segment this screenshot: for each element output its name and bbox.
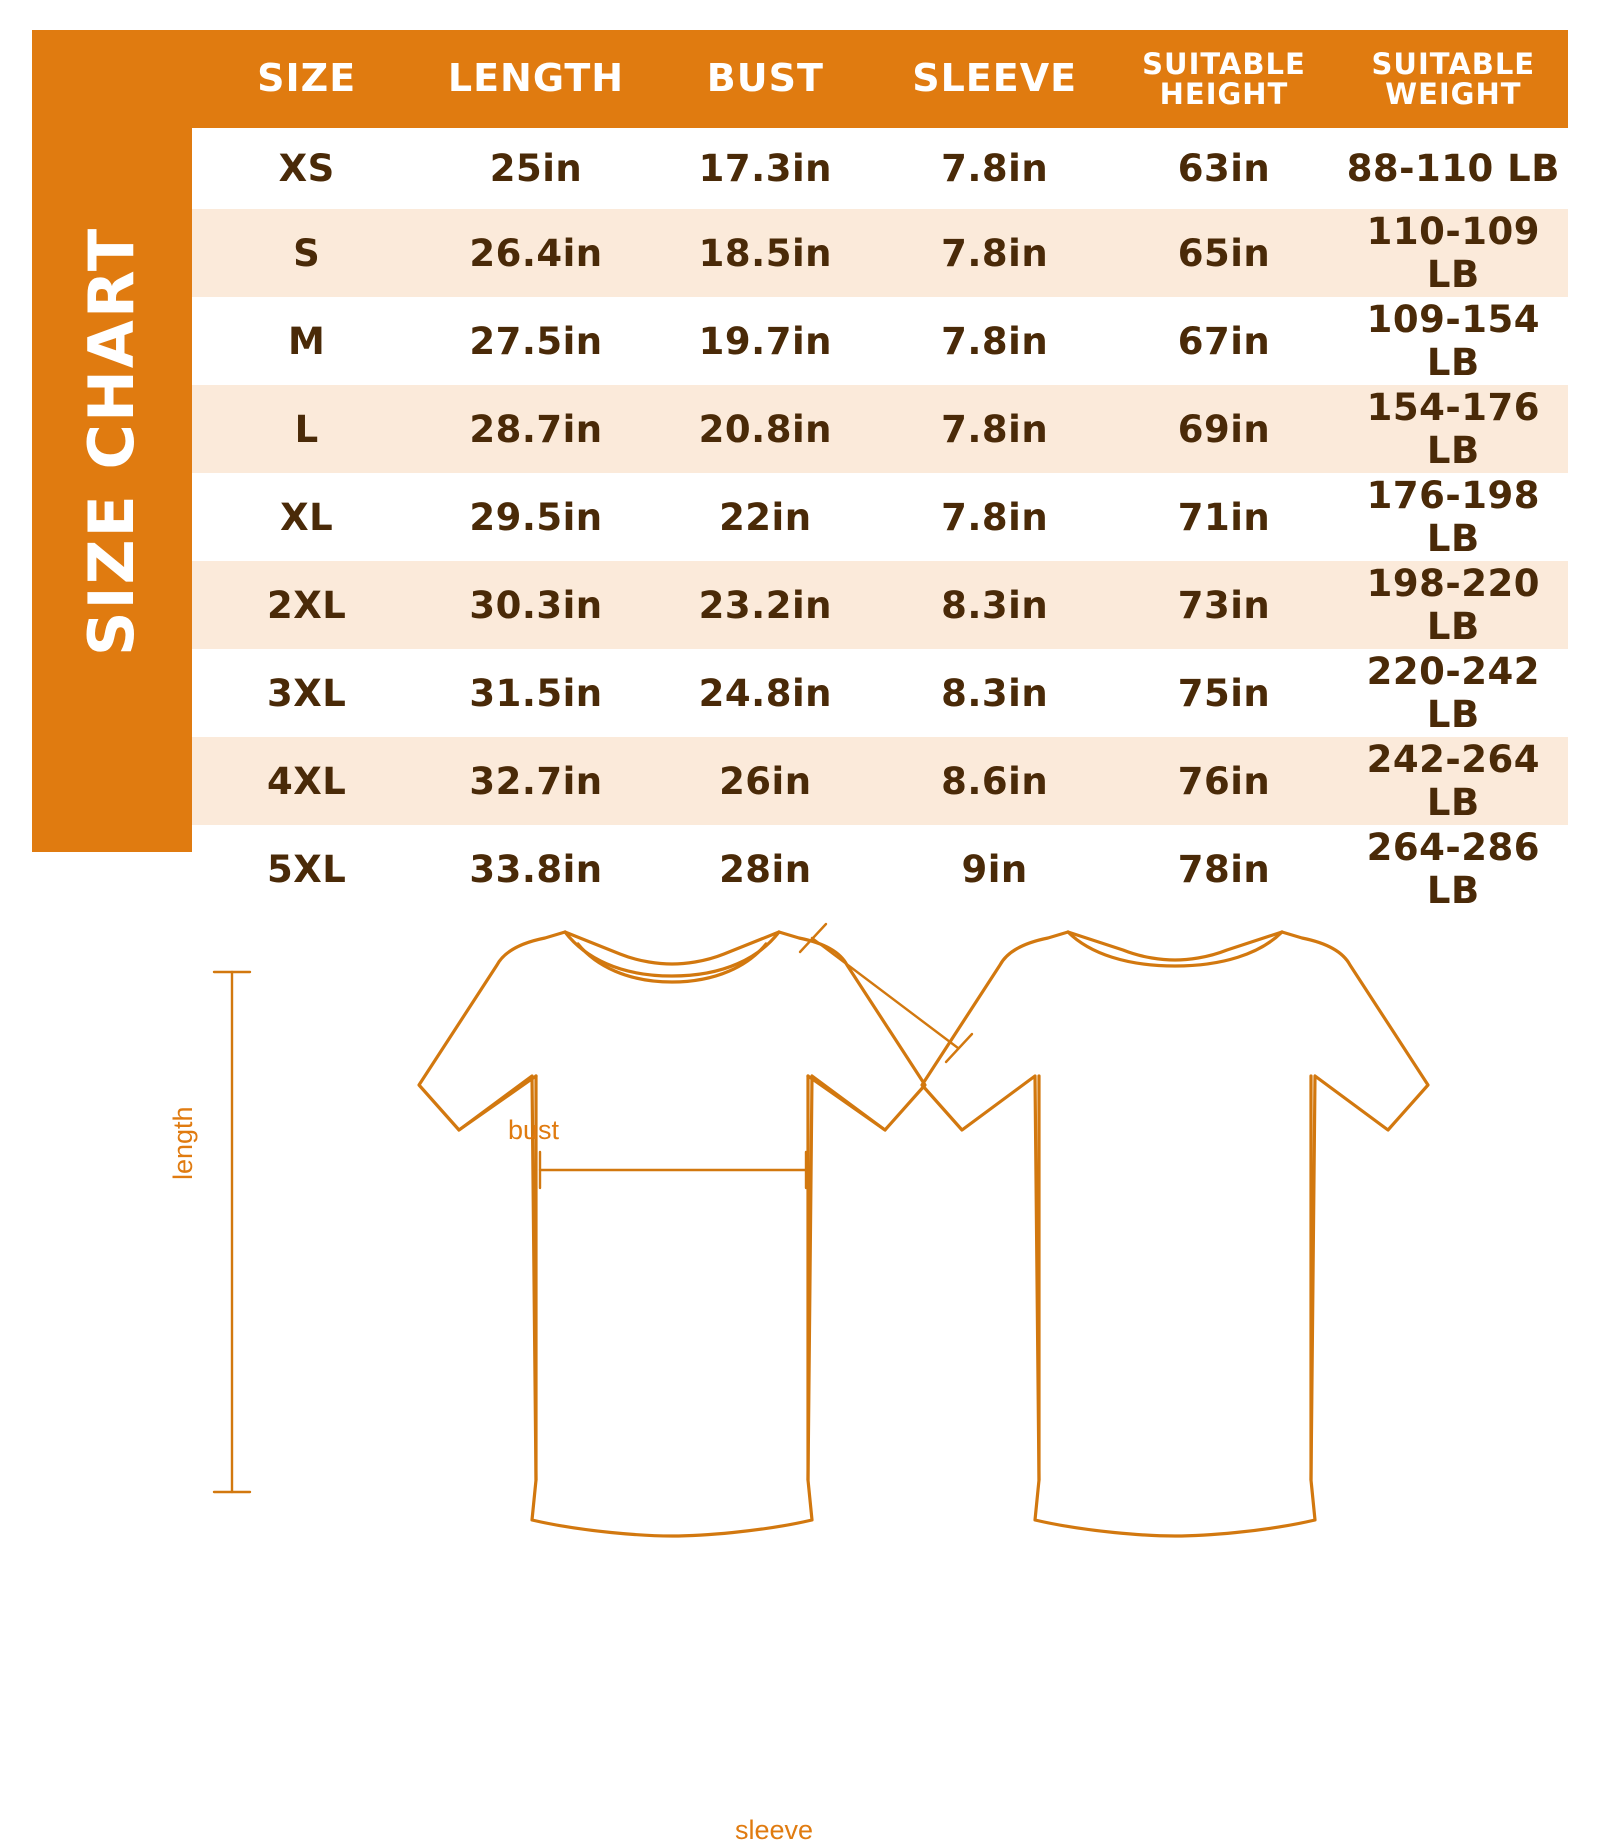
table-row bbox=[192, 209, 1568, 297]
cell-length: 30.3in bbox=[421, 561, 650, 649]
cell-bust: 20.8in bbox=[651, 385, 880, 473]
label-bust: bust bbox=[508, 1115, 560, 1145]
cell-bust: 23.2in bbox=[651, 561, 880, 649]
cell-bust: 19.7in bbox=[651, 297, 880, 385]
cell-bust: 18.5in bbox=[651, 209, 880, 297]
cell-sleeve: 7.8in bbox=[880, 473, 1109, 561]
size-table bbox=[192, 30, 1568, 913]
cell-sleeve: 8.3in bbox=[880, 561, 1109, 649]
cell-size: M bbox=[192, 297, 421, 385]
col-header-suitable-weight-line1: SUITABLE bbox=[1371, 46, 1536, 81]
col-header-suitable-height-line1: SUITABLE bbox=[1142, 46, 1306, 81]
cell-height: 73in bbox=[1109, 561, 1338, 649]
cell-weight: 220-242 LB bbox=[1339, 649, 1568, 737]
cell-sleeve: 8.3in bbox=[880, 649, 1109, 737]
cell-size: XS bbox=[192, 128, 421, 209]
cell-height: 78in bbox=[1109, 825, 1338, 913]
cell-size: 3XL bbox=[192, 649, 421, 737]
cell-height: 65in bbox=[1109, 209, 1338, 297]
cell-length: 33.8in bbox=[421, 825, 650, 913]
cell-weight: 176-198 LB bbox=[1339, 473, 1568, 561]
col-header-suitable-height bbox=[1109, 30, 1338, 128]
tshirt-diagram bbox=[0, 880, 1600, 1845]
cell-height: 71in bbox=[1109, 473, 1338, 561]
table-row bbox=[192, 297, 1568, 385]
tshirt-diagram-svg bbox=[0, 880, 1600, 1580]
cell-sleeve: 9in bbox=[880, 825, 1109, 913]
table-row bbox=[192, 473, 1568, 561]
chart-side-title bbox=[32, 30, 192, 852]
cell-length: 31.5in bbox=[421, 649, 650, 737]
cell-weight: 109-154 LB bbox=[1339, 297, 1568, 385]
cell-size: L bbox=[192, 385, 421, 473]
cell-length: 29.5in bbox=[421, 473, 650, 561]
cell-weight: 198-220 LB bbox=[1339, 561, 1568, 649]
cell-weight: 264-286 LB bbox=[1339, 825, 1568, 913]
label-length: length bbox=[168, 1106, 198, 1180]
cell-weight: 154-176 LB bbox=[1339, 385, 1568, 473]
cell-height: 75in bbox=[1109, 649, 1338, 737]
cell-height: 69in bbox=[1109, 385, 1338, 473]
cell-bust: 17.3in bbox=[651, 128, 880, 209]
cell-size: S bbox=[192, 209, 421, 297]
page-title: SIZE CHART bbox=[75, 226, 149, 656]
tshirt-back-outline bbox=[922, 932, 1428, 1536]
size-table-wrap bbox=[192, 30, 1568, 912]
cell-height: 76in bbox=[1109, 737, 1338, 825]
col-header-suitable-height-line2: HEIGHT bbox=[1159, 77, 1289, 111]
cell-length: 25in bbox=[421, 128, 650, 209]
cell-bust: 22in bbox=[651, 473, 880, 561]
tshirt-front-outline bbox=[419, 932, 925, 1536]
cell-sleeve: 7.8in bbox=[880, 385, 1109, 473]
cell-sleeve: 7.8in bbox=[880, 128, 1109, 209]
cell-sleeve: 7.8in bbox=[880, 297, 1109, 385]
cell-length: 32.7in bbox=[421, 737, 650, 825]
col-header-suitable-weight bbox=[1339, 30, 1568, 128]
col-header-suitable-weight-line2: WEIGHT bbox=[1385, 77, 1522, 111]
col-header-size: SIZE bbox=[257, 56, 357, 101]
cell-sleeve: 7.8in bbox=[880, 209, 1109, 297]
table-row bbox=[192, 128, 1568, 209]
cell-bust: 28in bbox=[651, 825, 880, 913]
cell-height: 63in bbox=[1109, 128, 1338, 209]
cell-size: 4XL bbox=[192, 737, 421, 825]
label-sleeve: sleeve bbox=[735, 1815, 814, 1845]
cell-bust: 24.8in bbox=[651, 649, 880, 737]
col-header-bust: BUST bbox=[706, 56, 824, 101]
table-row bbox=[192, 385, 1568, 473]
cell-size: 2XL bbox=[192, 561, 421, 649]
table-row bbox=[192, 561, 1568, 649]
cell-length: 27.5in bbox=[421, 297, 650, 385]
cell-size: XL bbox=[192, 473, 421, 561]
cell-sleeve: 8.6in bbox=[880, 737, 1109, 825]
cell-weight: 110-109 LB bbox=[1339, 209, 1568, 297]
table-row bbox=[192, 737, 1568, 825]
cell-weight: 242-264 LB bbox=[1339, 737, 1568, 825]
cell-weight: 88-110 LB bbox=[1339, 128, 1568, 209]
cell-length: 26.4in bbox=[421, 209, 650, 297]
col-header-length: LENGTH bbox=[447, 56, 625, 101]
cell-bust: 26in bbox=[651, 737, 880, 825]
cell-length: 28.7in bbox=[421, 385, 650, 473]
cell-height: 67in bbox=[1109, 297, 1338, 385]
length-dimension-line bbox=[214, 972, 250, 1492]
bust-dimension-line bbox=[540, 1152, 806, 1188]
table-header-row bbox=[192, 30, 1568, 128]
size-chart-block bbox=[32, 30, 1568, 912]
cell-size: 5XL bbox=[192, 825, 421, 913]
col-header-sleeve: SLEEVE bbox=[912, 56, 1078, 101]
table-row bbox=[192, 649, 1568, 737]
